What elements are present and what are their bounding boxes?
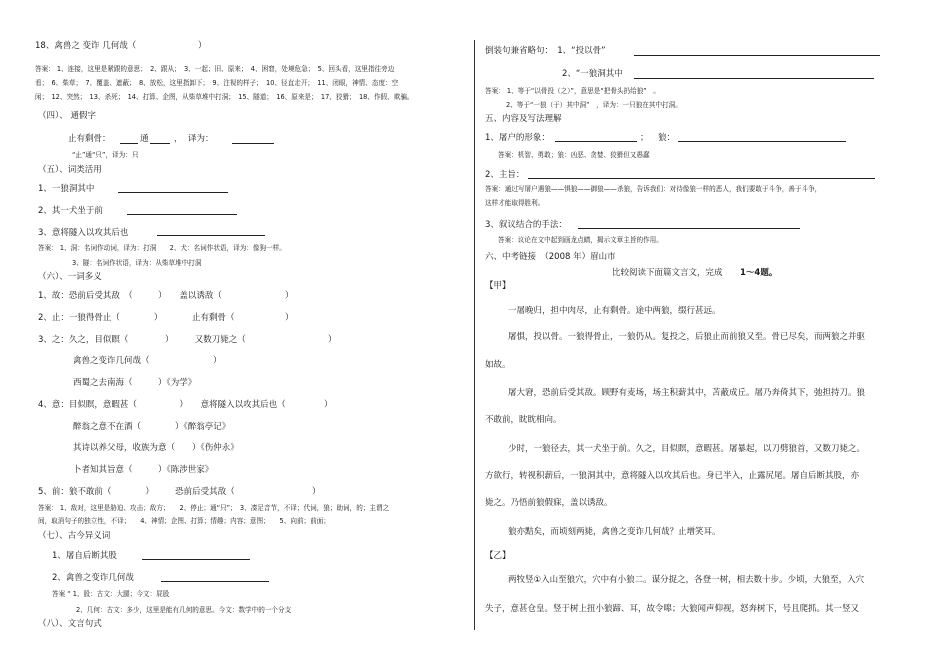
answer-18-line2: 看； 6、柴草； 7、覆盖、遮蔽； 8、放松，这里指卸下； 9、注视的样子； 10、径直走开； 11、闭眼，神情、态度：空	[35, 79, 399, 87]
passage-jia-p2a: 屠惧，投以骨。一狼得骨止，一狼仍从。复投之，后狼止而前狼又至。骨已尽矣，而两狼之并驱	[508, 332, 866, 342]
duoyi-1a: 1、故：恐前后受其敌 （ ） 盖以诱敌（	[38, 291, 222, 301]
tongjia-answer: “止”通“只”，译为：只	[72, 151, 139, 159]
cilei-q3: 3、意将隧入以攻其后也	[38, 228, 129, 238]
theme-answer-1: 答案：通过写屠户遇狼——惧狼——御狼——杀狼，告诉我们：对待像狼一样的恶人，我们要敢于斗争，善于斗争，	[485, 185, 822, 193]
duoyi-4c: 醉翁之意不在酒（ ）《醉翁亭记》	[73, 422, 231, 432]
duoyi-2b: 止有剩骨（	[192, 313, 235, 323]
passage-jia-p4c: 毙之。乃悟前狼假寐，盖以诱敌。	[485, 498, 613, 508]
passage-jia-p1: 一屠晚归，担中肉尽，止有剩骨。途中两狼，缀行甚远。	[508, 306, 721, 316]
answer-18-line3: 闲； 12、突然； 13、杀死； 14、打算、企图，从柴草堆中打洞； 15、隧道； 16、原来是； 17、狡猾； 18、作假、欺骗。	[35, 93, 414, 101]
daozhuang-blank-1[interactable]	[634, 55, 880, 56]
image-answer: 答案：机智、勇敢；狼：凶恶、贪婪、狡猾但又愚蠢	[498, 151, 650, 159]
cilei-q1-blank[interactable]	[118, 192, 228, 193]
daozhuang-answer-1: 答案： 1、等于“以骨投（之）”，意思是“把骨头扔给狼” 。	[485, 87, 660, 95]
duoyi-4e: 卜者知其旨意（ ）《陈涉世家》	[73, 465, 214, 475]
gujin-q2: 2、禽兽之变诈几何哉	[52, 573, 134, 583]
theme-answer-2: 这样才能取得胜利。	[485, 199, 545, 207]
image-q1-wolf-blank[interactable]	[678, 141, 846, 142]
gujin-q1: 1、屠自后断其股	[52, 551, 117, 561]
method-q3-blank[interactable]	[578, 228, 800, 229]
duoyi-4b: ）	[324, 400, 333, 410]
passage-yi-p6b: 失子，意甚仓皇。竖于树上扭小狼蹄、耳，故令嗥；大狼闻声仰视，怒奔树下，号且爬抓。其一竖又	[485, 604, 860, 614]
daozhuang-q2: 2、“一狼洞其中	[562, 69, 623, 79]
passage-yi-p6a: 两牧竖①入山至狼穴，穴中有小狼二。谋分捉之，各登一树，相去数十步。少顷，大狼至，入穴	[508, 575, 865, 585]
passage-jia-p3a: 屠大窘，恐前后受其敌。顾野有麦场，场主积薪其中，苫蔽成丘。屠乃奔倚其下，弛担持刀。狼	[508, 388, 866, 398]
passage-jia-p4b: 方欲行，转视积薪后，一狼洞其中，意将隧入以攻其后也。身已半入，止露尻尾。屠自后断其股，亦	[485, 471, 860, 481]
duoyi-answer-1: 答案： 1、敌对，这里是胁迫、攻击；敌方； 2、停止；通“只”； 3、凑足音节，不译；代词，狼；助词，的；主谓之	[38, 504, 390, 512]
duoyi-1b: ）	[285, 291, 294, 301]
duoyi-3d: 禽兽之变诈几何哉（	[73, 356, 150, 366]
gujin-answer-2: 2、几何：古文：多少，这里是能有几何的意思。今文：数学中的一个分支	[76, 606, 292, 614]
duoyi-3e: ）	[213, 356, 222, 366]
image-q1-blank[interactable]	[555, 141, 637, 142]
theme-q2-blank[interactable]	[528, 178, 875, 179]
column-divider	[474, 40, 475, 630]
q18-close: ）	[198, 41, 207, 51]
duoyi-answer-2: 间，取消句子的独立性，不译； 4、神情；企图、打算；情趣；内容；意图； 5、向前；前面；	[38, 517, 330, 525]
theme-q2: 2、主旨：	[485, 170, 525, 180]
tongjia-blank-1[interactable]	[120, 143, 138, 144]
passage-jia-p2b: 如故。	[485, 360, 511, 370]
duoyi-5b: ）	[312, 487, 321, 497]
section-8-heading: （八）、文言句式	[38, 619, 102, 629]
q18-label: 18、禽兽之 变诈 几何哉（	[35, 41, 137, 51]
passage-jia-p4a: 少时，一狼径去，其一犬坐于前。久之，目似瞑，意暇甚。屠暴起，以刀劈狼首，又数刀毙之。	[508, 444, 866, 454]
cilei-q2: 2、其一犬坐于前	[38, 206, 103, 216]
section-4-heading: （四）、 通假字	[38, 111, 96, 121]
tongjia-comma: ，	[174, 134, 183, 144]
passage-yi-label: 【乙】	[485, 551, 511, 561]
gujin-answer-1: 答案 “ 1、股：古文：大腿；今文：屁股	[52, 590, 170, 598]
section-6-heading: （六）、一词多义	[38, 272, 102, 282]
tongjia-trans-blank[interactable]	[232, 143, 274, 144]
duoyi-2c: ）	[285, 313, 294, 323]
tongjia-blank-2[interactable]	[150, 143, 170, 144]
cilei-answer-1: 答案： 1、洞：名词作动词，译为：打洞 2、犬：名词作状语，译为：像狗一样。	[38, 244, 286, 252]
passage-jia-p3b: 不敢前，眈眈相向。	[485, 415, 562, 425]
method-q3: 3、叙议结合的手法：	[485, 220, 567, 230]
section-vi-range: 1～4题。	[740, 268, 778, 278]
daozhuang-heading: 倒装句兼省略句： 1、“投以骨”	[485, 46, 606, 56]
tongjia-mid: 通	[140, 134, 149, 144]
tongjia-question: 止有剩骨：	[68, 134, 111, 144]
image-q1-sep: ；	[640, 133, 649, 143]
duoyi-3b: ） 又数刀毙之（	[165, 335, 246, 345]
cilei-answer-2: 3、隧：名词作状语，译为：从柴草堆中打洞	[72, 259, 202, 267]
image-q1-wolf: 狼：	[658, 133, 676, 143]
section-v-heading: 五、内容及写法理解	[485, 114, 562, 124]
gujin-q1-blank[interactable]	[142, 559, 250, 560]
section-vi-heading: 六、中考链接 （2008 年）眉山市	[485, 252, 616, 262]
section-5-heading: （五）、词类活用	[38, 165, 102, 175]
duoyi-3a: 3、之：久之，目似瞑（	[38, 335, 129, 345]
cilei-q3-blank[interactable]	[157, 235, 265, 236]
cilei-q2-blank[interactable]	[127, 214, 237, 215]
gujin-q2-blank[interactable]	[161, 581, 269, 582]
duoyi-2a: 2、止：一狼得骨止（ ）	[38, 313, 163, 323]
daozhuang-answer-2: 2、等于“一狼（于）其中洞” ，译为：一只狼在其中打洞。	[506, 101, 682, 109]
daozhuang-blank-2[interactable]	[634, 78, 874, 79]
tongjia-trans-label: 译为：	[188, 134, 214, 144]
duoyi-3f: 西蜀之去南海（ ）《为学》	[73, 378, 197, 388]
section-7-heading: （七）、古今异义词	[38, 531, 111, 541]
cilei-q1: 1、一狼洞其中	[38, 184, 95, 194]
passage-jia-label: 【甲】	[485, 281, 511, 291]
passage-jia-p5: 狼亦黠矣，而顷刻两毙，禽兽之变诈几何哉？止增笑耳。	[508, 527, 721, 537]
duoyi-4d: 其诗以养父母，收族为意（ ）《伤仲永》	[73, 443, 239, 453]
answer-18-line1: 答案： 1、连接，这里是紧跟的意思； 2、跟从； 3、一起；旧、原来； 4、困窘，处境危急； 5、回头看，这里指往旁边	[35, 65, 395, 73]
image-q1: 1、屠户的形象：	[485, 133, 550, 143]
section-vi-instruction: 比较阅读下面篇文言文，完成	[612, 268, 723, 278]
duoyi-4a: 4、意：目似瞑，意暇甚（ ） 意将隧入以攻其后也（	[38, 400, 286, 410]
method-answer: 答案：议论在文中起到画龙点睛，揭示文章主旨的作用。	[498, 236, 663, 244]
duoyi-5a: 5、前：狼不敢前（ ） 恐前后受其敌（	[38, 487, 235, 497]
duoyi-3c: ）	[328, 335, 337, 345]
